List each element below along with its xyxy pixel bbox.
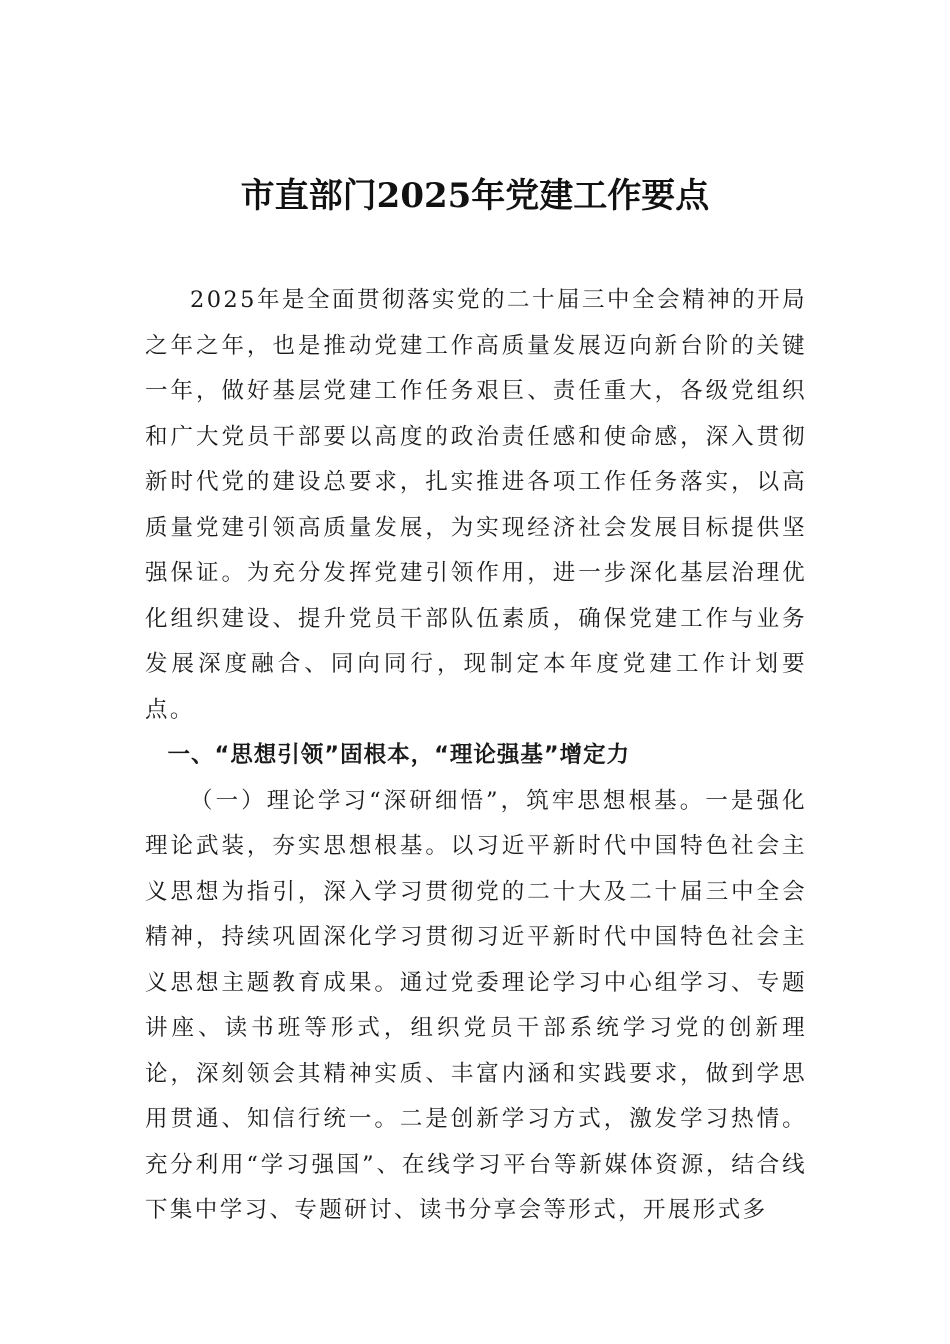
- document-body: [145, 278, 807, 1234]
- section-1-heading: 一、“思想引领”固根本，“理论强基”增定力: [167, 742, 631, 768]
- intro-paragraph: 2025年是全面贯彻落实党的二十届三中全会精神的开局之年之年，也是推动党建工作高质量发展迈向新台阶的关键一年，做好基层党建工作任务艰巨、责任重大，各级党组织和广大党员干部要以高度的政治责任感和使命感，深入贯彻新时代党的建设总要求，扎实推进各项工作任务落实，以高质量党建引领高质量发展，为实现经济社会发展目标提供坚强保证。为充分发挥党建引领作用，进一步深化基层治理优化组织建设、提升党员干部队伍素质，确保党建工作与业务发展深度融合、同向同行，现制定本年度党建工作计划要点。: [145, 287, 807, 723]
- document-title: 市直部门2025年党建工作要点: [240, 176, 710, 216]
- section-1-paragraph-1: （一）理论学习“深研细悟”，筑牢思想根基。一是强化理论武装，夯实思想根基。以习近平新时代中国特色社会主义思想为指引，深入学习贯彻党的二十大及二十届三中全会精神，持续巩固深化学习贯彻习近平新时代中国特色社会主义思想主题教育成果。通过党委理论学习中心组学习、专题讲座、读书班等形式，组织党员干部系统学习党的创新理论，深刻领会其精神实质、丰富内涵和实践要求，做到学思用贯通、知信行统一。二是创新学习方式，激发学习热情。充分利用“学习强国”、在线学习平台等新媒体资源，结合线下集中学习、专题研讨、读书分享会等形式，开展形式多: [145, 787, 807, 1223]
